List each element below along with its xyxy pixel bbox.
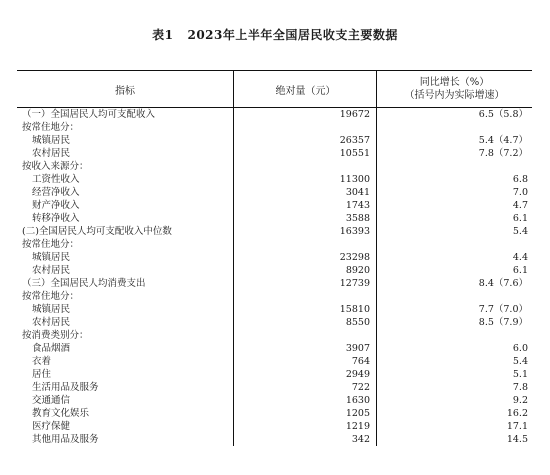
table-row bbox=[17, 199, 532, 212]
row-growth: 7.8（7.2） bbox=[478, 148, 528, 159]
row-label: 城镇居民 bbox=[32, 304, 71, 315]
table-row bbox=[17, 186, 532, 199]
row-label: 居住 bbox=[32, 369, 52, 380]
row-amount: 342 bbox=[351, 434, 370, 445]
row-growth: 5.4 bbox=[512, 226, 528, 237]
row-label: 按常住地分： bbox=[22, 239, 80, 250]
row-label: 按常住地分： bbox=[22, 122, 80, 133]
row-amount: 2949 bbox=[345, 369, 370, 380]
row-label: 财产净收入 bbox=[32, 200, 80, 211]
header-indicator: 指标 bbox=[115, 85, 135, 97]
table-row bbox=[17, 303, 532, 316]
row-growth: 4.7 bbox=[512, 200, 528, 211]
row-label: 城镇居民 bbox=[32, 135, 71, 146]
table-row bbox=[17, 277, 532, 290]
row-growth: 5.4 bbox=[512, 356, 528, 367]
header-amount: 绝对量（元） bbox=[233, 71, 377, 107]
table-header bbox=[17, 71, 532, 107]
row-growth: 5.1 bbox=[512, 369, 528, 380]
header-growth-line1: 同比增长（%） bbox=[419, 77, 490, 88]
table-row bbox=[17, 290, 532, 303]
row-label: 其他用品及服务 bbox=[32, 434, 99, 445]
row-growth: 6.0 bbox=[512, 343, 528, 354]
row-amount: 8920 bbox=[345, 265, 370, 276]
table-row bbox=[17, 173, 532, 186]
row-growth: 17.1 bbox=[506, 421, 528, 432]
table-row bbox=[17, 355, 532, 368]
row-label: 交通通信 bbox=[32, 395, 71, 406]
row-label: 城镇居民 bbox=[32, 252, 71, 263]
table-body bbox=[17, 108, 532, 446]
row-growth: 14.5 bbox=[506, 434, 528, 445]
row-growth: 16.2 bbox=[506, 408, 528, 419]
row-label: 转移净收入 bbox=[32, 213, 80, 224]
row-amount: 3041 bbox=[345, 187, 370, 198]
row-amount: 764 bbox=[351, 356, 370, 367]
table-row bbox=[17, 225, 532, 238]
row-label: 教育文化娱乐 bbox=[32, 408, 90, 419]
row-amount: 11300 bbox=[339, 174, 370, 185]
row-label: 农村居民 bbox=[32, 265, 71, 276]
row-amount: 1219 bbox=[345, 421, 370, 432]
row-growth: 8.5（7.9） bbox=[478, 317, 528, 328]
row-label: 经营净收入 bbox=[32, 187, 80, 198]
row-growth: 7.7（7.0） bbox=[478, 304, 528, 315]
row-growth: 5.4（4.7） bbox=[478, 135, 528, 146]
table-row bbox=[17, 342, 532, 355]
row-label: 衣着 bbox=[32, 356, 52, 367]
row-amount: 12739 bbox=[339, 278, 370, 289]
row-label: 食品烟酒 bbox=[32, 343, 71, 354]
row-growth: 7.0 bbox=[512, 187, 528, 198]
row-growth: 9.2 bbox=[512, 395, 528, 406]
table-row bbox=[17, 212, 532, 225]
table-row bbox=[17, 368, 532, 381]
table-row bbox=[17, 108, 532, 121]
row-amount: 1743 bbox=[345, 200, 370, 211]
row-amount: 23298 bbox=[339, 252, 370, 263]
row-label: 按收入来源分： bbox=[22, 161, 89, 172]
row-label: （一）全国居民人均可支配收入 bbox=[22, 109, 156, 120]
row-growth: 8.4（7.6） bbox=[478, 278, 528, 289]
table-title bbox=[0, 26, 550, 43]
row-amount: 19672 bbox=[339, 109, 370, 120]
row-growth: 7.8 bbox=[512, 382, 528, 393]
row-label: (二)全国居民人均可支配收入中位数 bbox=[22, 226, 172, 237]
table-row bbox=[17, 238, 532, 251]
row-amount: 26357 bbox=[339, 135, 370, 146]
row-label: 医疗保健 bbox=[32, 421, 71, 432]
row-label: 按消费类别分： bbox=[22, 330, 89, 341]
table-row bbox=[17, 381, 532, 394]
row-amount: 722 bbox=[351, 382, 370, 393]
table-row bbox=[17, 420, 532, 433]
income-expenditure-table bbox=[17, 70, 532, 446]
table-row bbox=[17, 121, 532, 134]
row-amount: 8550 bbox=[345, 317, 370, 328]
row-label: 工资性收入 bbox=[32, 174, 80, 185]
row-amount: 16393 bbox=[339, 226, 370, 237]
row-label: 农村居民 bbox=[32, 317, 71, 328]
table-row bbox=[17, 160, 532, 173]
table-row bbox=[17, 147, 532, 160]
table-row bbox=[17, 329, 532, 342]
header-growth bbox=[376, 71, 532, 107]
table-row bbox=[17, 433, 532, 446]
row-amount: 1205 bbox=[345, 408, 370, 419]
row-amount: 1630 bbox=[345, 395, 370, 406]
table-row bbox=[17, 251, 532, 264]
table-number: 表1 bbox=[152, 28, 174, 42]
row-label: 按常住地分： bbox=[22, 291, 80, 302]
row-growth: 4.4 bbox=[512, 252, 528, 263]
row-growth: 6.8 bbox=[512, 174, 528, 185]
row-growth: 6.5（5.8） bbox=[478, 109, 528, 120]
row-label: 生活用品及服务 bbox=[32, 382, 99, 393]
table-row bbox=[17, 407, 532, 420]
row-growth: 6.1 bbox=[512, 213, 528, 224]
row-label: 农村居民 bbox=[32, 148, 71, 159]
table-row bbox=[17, 134, 532, 147]
table-row bbox=[17, 316, 532, 329]
table-title-text: 2023年上半年全国居民收支主要数据 bbox=[187, 28, 398, 42]
table-row bbox=[17, 394, 532, 407]
row-amount: 10551 bbox=[339, 148, 370, 159]
row-amount: 15810 bbox=[339, 304, 370, 315]
row-label: （三）全国居民人均消费支出 bbox=[22, 278, 146, 289]
table-row bbox=[17, 264, 532, 277]
row-amount: 3588 bbox=[345, 213, 370, 224]
header-growth-line2: （括号内为实际增速） bbox=[404, 90, 505, 101]
row-amount: 3907 bbox=[345, 343, 370, 354]
row-growth: 6.1 bbox=[512, 265, 528, 276]
